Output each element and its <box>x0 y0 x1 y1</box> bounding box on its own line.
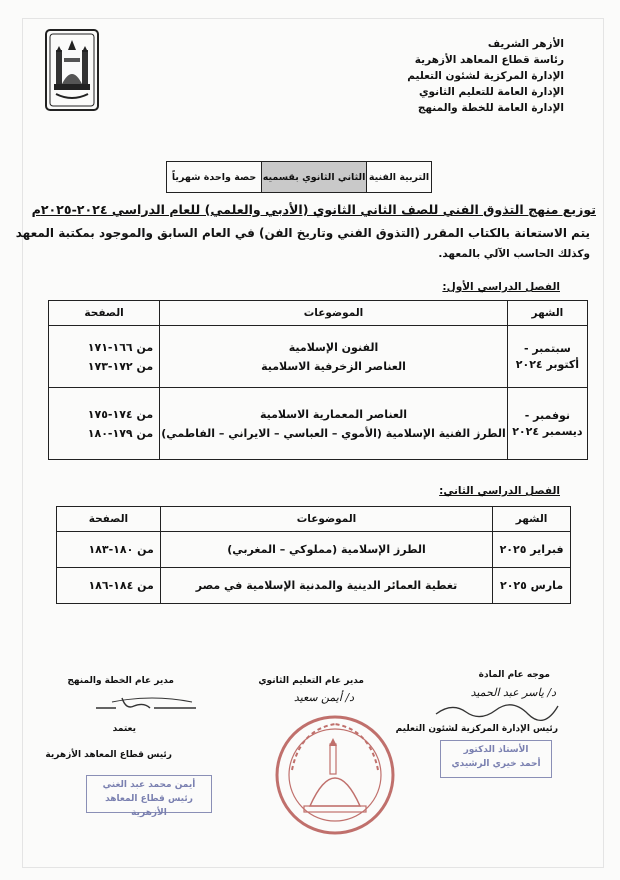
semester-1-heading: الفصل الدراسي الأول: <box>442 281 560 293</box>
topic-cell: الطرز الإسلامية (مملوكي – المغربي) <box>160 532 492 568</box>
supervisor-title: موجه عام المادة <box>478 670 550 680</box>
topic-cell: تغطية العمائر الدينية والمدنية الإسلامية في مصر <box>160 568 492 604</box>
subject-cell: التربية الفنية <box>366 162 431 192</box>
header-line: الإدارة العامة للتعليم الثانوي <box>418 86 564 98</box>
header-line: الإدارة العامة للخطة والمنهج <box>417 102 564 114</box>
topic-cell <box>160 388 508 460</box>
header-line: رئاسة قطاع المعاهد الأزهرية <box>414 54 564 66</box>
topic-text: العناصر المعمارية الاسلامية <box>259 407 408 421</box>
topic-text: الطرز الفنية الإسلامية (الأموي – العباسي – الايراني – الفاطمي) <box>161 426 506 440</box>
column-header-pages: الصفحة <box>57 507 161 532</box>
document-title: توزيع منهج التذوق الفني للصف الثاني الثانوي (الأدبي والعلمي) للعام الدراسي ٢٠٢٤-٢٠٢٥م <box>31 202 596 217</box>
semester-2-table <box>56 506 571 604</box>
table-row <box>49 326 588 388</box>
pages-cell <box>49 388 160 460</box>
sessions-cell: حصة واحدة شهرياً <box>171 171 257 183</box>
column-header-topics: الموضوعات <box>160 507 492 532</box>
header-institution-lines <box>407 36 564 116</box>
table-row <box>57 568 571 604</box>
month-text: سبتمبر - <box>523 341 571 355</box>
grade-cell: الثاني الثانوي بقسميه <box>261 162 366 192</box>
header-line: الإدارة المركزية لشئون التعليم <box>407 70 564 82</box>
plan-director-signature <box>92 692 202 716</box>
institutes-head-title: رئيس قطاع المعاهد الأزهرية <box>45 750 172 760</box>
pages-cell <box>49 326 160 388</box>
column-header-pages: الصفحة <box>49 301 160 326</box>
left-name-stamp <box>86 775 212 818</box>
month-text: نوفمبر - <box>524 408 571 422</box>
stamp-text: أحمد خيري الرشيدي <box>451 759 541 769</box>
semester-1-table <box>48 300 588 460</box>
month-text: ديسمبر ٢٠٢٤ <box>512 424 583 438</box>
stamp-text: الأستاذ الدكتور <box>463 745 529 755</box>
approved-label: يعتمد <box>112 724 136 734</box>
topic-text: الفنون الإسلامية <box>288 340 379 354</box>
header-line: الأزهر الشريف <box>487 38 564 50</box>
table-header-row <box>57 507 571 532</box>
column-header-topics: الموضوعات <box>160 301 508 326</box>
month-cell <box>507 326 587 388</box>
page-range: من ١٦٦-١٧١ <box>87 340 154 354</box>
topic-cell <box>160 326 508 388</box>
al-azhar-emblem <box>44 28 100 112</box>
secondary-director-title: مدير عام التعليم الثانوي <box>258 676 364 686</box>
stamp-text: رئيس قطاع المعاهد الأزهرية <box>105 794 193 818</box>
plan-director-title: مدير عام الخطة والمنهج <box>67 676 174 686</box>
subject-info-box <box>166 161 432 193</box>
intro-line-2: وكذلك الحاسب الآلي بالمعهد. <box>438 248 590 260</box>
stamp-text: أيمن محمد عبد الغني <box>102 780 196 790</box>
table-header-row <box>49 301 588 326</box>
column-header-month: الشهر <box>507 301 587 326</box>
month-cell: مارس ٢٠٢٥ <box>493 568 571 604</box>
intro-line-1: يتم الاستعانة بالكتاب المقرر (التذوق الفني وتاريخ الفن) في العام السابق والموجود بمكتبة المعهد <box>15 226 590 240</box>
page-range: من ١٧٤-١٧٥ <box>87 407 154 421</box>
column-header-month: الشهر <box>493 507 571 532</box>
table-row <box>57 532 571 568</box>
topic-text: العناصر الزخرفية الاسلامية <box>261 359 406 373</box>
pages-cell: من ١٨٠-١٨٣ <box>57 532 161 568</box>
month-text: أكتوبر ٢٠٢٤ <box>515 357 579 371</box>
supervisor-signature <box>432 700 562 722</box>
page-range: من ١٧٩-١٨٠ <box>87 426 154 440</box>
month-cell <box>507 388 587 460</box>
al-azhar-seal-stamp <box>270 710 400 840</box>
page-range: من ١٧٢-١٧٣ <box>87 359 154 373</box>
semester-2-heading: الفصل الدراسي الثاني: <box>439 485 560 497</box>
secondary-director-handwritten-name: د/ أيمن سعيد <box>293 691 354 704</box>
supervisor-handwritten-name: د/ ياسر عبد الحميد <box>470 686 556 699</box>
right-name-stamp <box>440 740 552 778</box>
month-cell: فبراير ٢٠٢٥ <box>493 532 571 568</box>
central-admin-head-title: رئيس الإدارة المركزية لشئون التعليم <box>395 724 558 734</box>
table-row <box>49 388 588 460</box>
pages-cell: من ١٨٤-١٨٦ <box>57 568 161 604</box>
